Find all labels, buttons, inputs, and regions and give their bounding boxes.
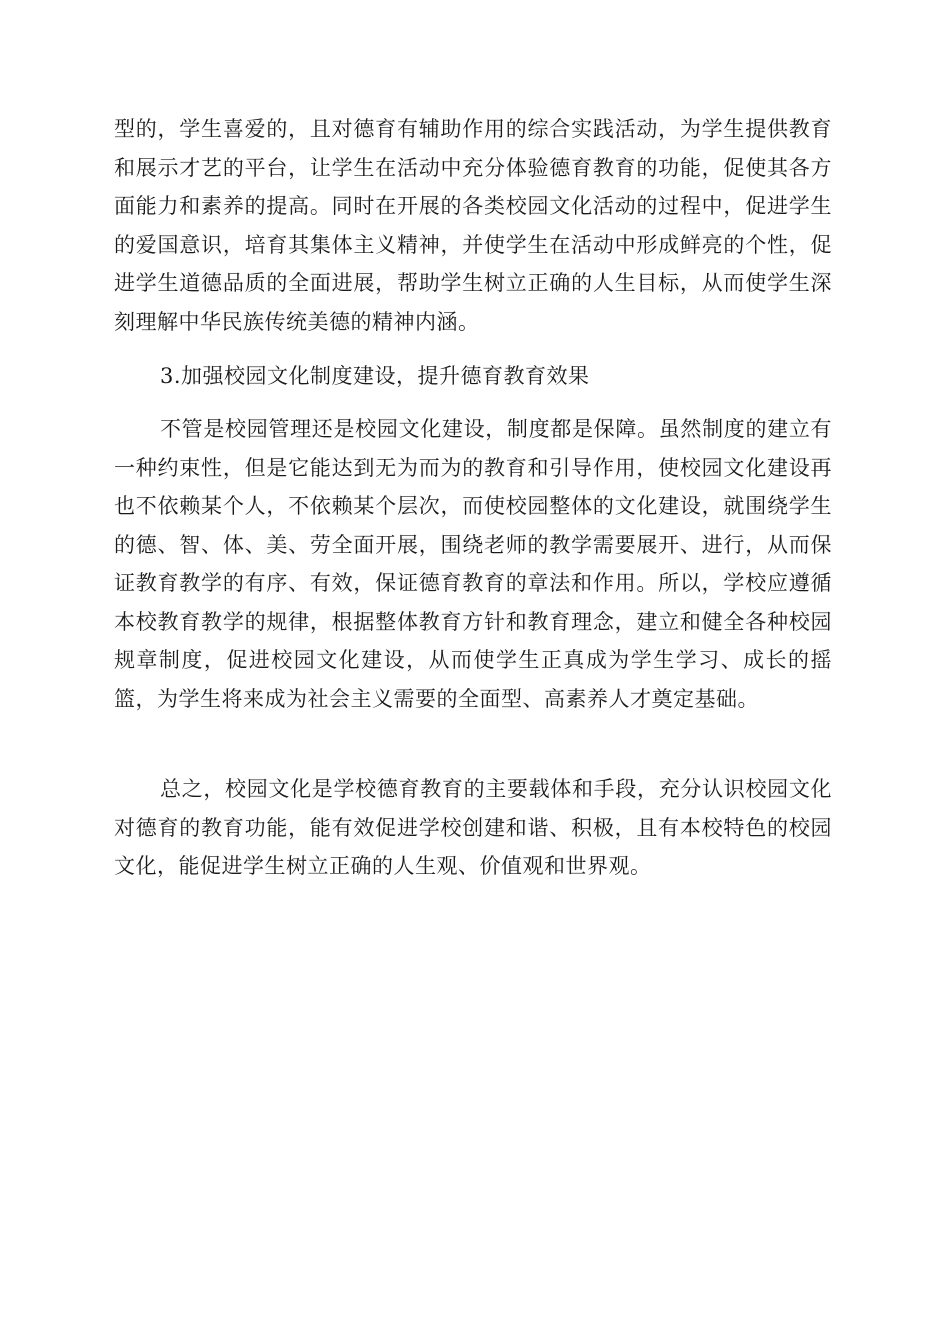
paragraph-system-construction: 不管是校园管理还是校园文化建设，制度都是保障。虽然制度的建立有一种约束性，但是它能达到无为而为的教育和引导作用，使校园文化建设再也不依赖某个人，不依赖某个层次，而使校园整体的文化建设，就围绕学生的德、智、体、美、劳全面开展，围绕老师的教学需要展开、进行，从而保证教育教学的有序、有效，保证德育教育的章法和作用。所以，学校应遵循本校教育教学的规律，根据整体教育方针和教育理念，建立和健全各种校园规章制度，促进校园文化建设，从而使学生正真成为学生学习、成长的摇篮，为学生将来成为社会主义需要的全面型、高素养人才奠定基础。 [114, 417, 832, 711]
paragraph-conclusion: 总之，校园文化是学校德育教育的主要载体和手段，充分认识校园文化对德育的教育功能，能有效促进学校创建和谐、积极，且有本校特色的校园文化，能促进学生树立正确的人生观、价值观和世界观。 [114, 777, 832, 878]
paragraph-continuation: 型的，学生喜爱的，且对德育有辅助作用的综合实践活动，为学生提供教育和展示才艺的平台，让学生在活动中充分体验德育教育的功能，促使其各方面能力和素养的提高。同时在开展的各类校园文化活动的过程中，促进学生的爱国意识，培育其集体主义精神，并使学生在活动中形成鲜亮的个性，促进学生道德品质的全面进展，帮助学生树立正确的人生目标，从而使学生深刻理解中华民族传统美德的精神内涵。 [114, 117, 832, 334]
section-heading: 3.加强校园文化制度建设，提升德育教育效果 [160, 364, 590, 388]
